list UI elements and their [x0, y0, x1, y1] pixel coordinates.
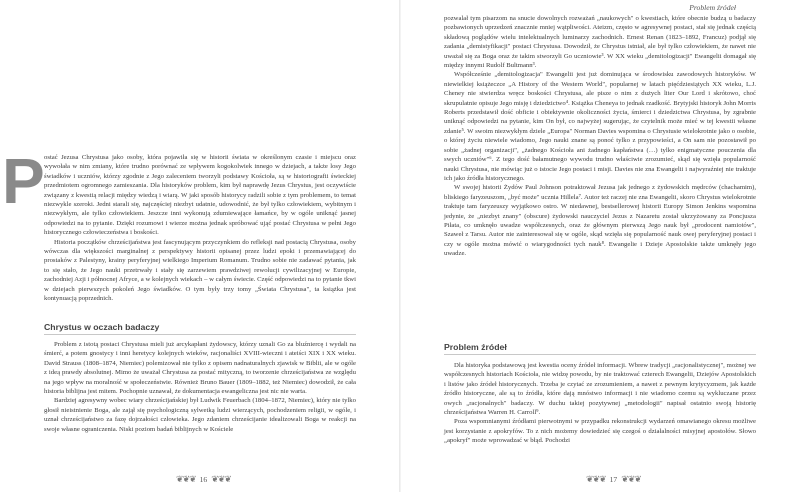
right-paragraph-2: Współcześnie „demitologizacja" Ewangelii jest już dominująca w środowisku zawodowych historyków. W niewielkiej książeczce „A History of the Western World", popularnej w latach pięćdziesiątych XX wieku, L.J. Cheney nie stwierdza wręcz boskości Chrystusa, ale pisze o nim z dużych liter Our Lord i skrótowo, choć skrupulatnie opisuje Jego misję i dziedzictwo⁴. Książka Cheneya to jednak rzadkość. Brytyjski historyk John Morris Roberts przedstawił dość obficie i obiektywnie okoliczności życia, śmierci i dziedzictwa Chrystusa, by zgrabnie uniknąć odpowiedzi na pytanie, kim On był, co najwyżej sugerując, że czytelnik może mieć w tej kwestii własne zdanie⁵. W swoim niezwykłym dziele „Europa" Norman Davies wspomina o Chrystusie wielokrotnie jako o osobie, o której życiu niewiele wiadomo, Jego nauki znane są ponoć tylko z przypowieści, a On sam nie pozostawił po sobie „żadnej organizacji", „żadnego Kościoła ani żadnego kapłaństwa (…) tylko enigmatyczne pouczenia dla swych uczniów"⁶. Z tego dość bałamutnego wywodu trudno właściwie zrozumieć, skąd się wzięła popularność nauki Chrystusa, nie mówiąc już o istocie Jego postaci i misji. Davies nie zna Ewangelii i najwyraźniej nie traktuje ich jako źródła historycznego.: [444, 71, 756, 182]
right-page: [400, 0, 800, 492]
section-rule: [44, 334, 356, 335]
right-paragraph-5: Poza wspomnianymi źródłami pierwotnymi w przypadku rekonstrukcji wydarzeń omawianego okresu możliwe jest korzystanie z apokryfów. To z nich możemy dowiedzieć się czegoś o działalności misyjnej apostołów. Słowo „apokryf" może wprowadzać w błąd. Pochodzi: [444, 418, 756, 445]
section-title-zrodla: Problem źródeł: [444, 342, 507, 352]
paragraph-4: Bardziej agresywny wobec wiary chrześcijańskiej był Ludwik Feuerbach (1804–1872, Niemiec), który nie tylko głosił nieistnienie Boga, ale zajął się psychologiczną sylwetką ludzi wierzących, pochodzeniem religii, w ogóle, i uznał chrześcijaństwo za fazę dojrzałości człowieka. Jego zdaniem chrześcijanie idealizowali Boga w reakcji na swoje własne ograniczenia. Niski poziom badań biblijnych w Kościele: [44, 397, 356, 433]
section-rule-right: [444, 354, 756, 355]
right-text-bottom: [444, 361, 756, 446]
intro-paragraph-1: ostać Jezusa Chrystusa jako osoby, która pojawiła się w historii świata w określonym czasie i miejscu oraz wywołała w nim zmiany, które trudno porównać ze wpływem kogokolwiek innego w dziejach, a także losy Jego świadków i uczniów, którzy zgodnie z Jego zaleceniem tworzyli podstawy Kościoła, są w historiografii świeckiej przedmiotem ogromnego zamieszania. Dla historyków problem, kim był naprawdę Jezus Chrystus, jest oczywiście związany z kwestią relacji między wiedzą i wiarą. W jaki sposób historycy radzili sobie z tym problemem, to temat niezwykle szeroki. Jedni starali się, najczęściej niezbyt udatnie, udowodnić, że był tylko człowiekiem, wybitnym i niezwykłym, ale tylko człowiekiem. Jeszcze inni wykonują zdumiewające łamańce, by w ogóle uniknąć jasnej odpowiedzi na to pytanie. Dzięki rozumowi i wierze można jednak spróbować ująć postać Chrystusa w pełni Jego historycznego człowieczeństwa i boskości.: [44, 154, 356, 237]
section-text-left: [44, 340, 356, 434]
intro-paragraph-2: Historia początków chrześcijaństwa jest fascynującym przyczynkiem do refleksji nad postacią Chrystusa, osoby wówczas dla większości marginalnej z perspektywy historii opisanej przez ludzi epoki i przemawiającej do prostaków z Palestyny, krainy peryferyjnej wielkiego Imperium Romanum. Trudno sobie nie zadawać pytania, jak to się stało, że Jego nauki przetrwały i stały się zarzewiem prawdziwej rewolucji cywilizacyjnej w Europie, zachodniej Azji i północnej Afryce, a w kolejnych wiekach – w całym świecie. Część odpowiedzi na to pytanie tkwi w dziejach pierwszych pokoleń Jego świadków. O tym były trzy tomy „Świata Chrystusa", ta książka jest kontynuacją poprzednich.: [44, 238, 356, 303]
folio-number: 16: [199, 475, 208, 484]
page-number-left: [176, 474, 231, 485]
folio-ornament-right-icon: ❦❦❦: [621, 474, 641, 484]
page-number-right: [586, 474, 641, 485]
drop-cap: P: [2, 145, 45, 217]
folio-number: 17: [609, 475, 618, 484]
folio-ornament-left-icon: ❦❦❦: [176, 474, 196, 484]
section-title-chrystus: Chrystus w oczach badaczy: [44, 322, 160, 332]
running-head: Problem źródeł: [689, 3, 736, 12]
intro-text: [44, 153, 356, 304]
right-paragraph-4: Dla historyka podstawową jest kwestia oceny źródeł informacji. Wbrew tradycji „racjonalistycznej", możnej we współczesnych historiach Kościoła, nie widzę powodu, by nie traktować czterech Ewangelii, Dziejów Apostolskich i listów jako źródeł historycznych. Trzeba je czytać ze zrozumieniem, a nawet z pewnym krytycyzmem, jak każde źródło historyczne, ale są to źródła, które dają mnóstwo informacji i nie wiadomo czemu są wykluczane przez owych „racjonalnych" badaczy. W duchu takiej pozytywnej „metodologii" napisał ostatnio swoją historię chrześcijaństwa Warren H. Carroll⁹.: [444, 362, 756, 417]
paragraph-3: Problem z istotą postaci Chrystusa mieli już arcykapłani żydowscy, którzy uznali Go za bluźniercę i wydali na śmierć, a potem gnostycy i inni heretycy kolejnych wieków, racjonaliści XVIII-wieczni i ateiści XIX i XX wieku. David Strauss (1808–1874, Niemiec) polemizował nie tylko z opisem nadnaturalnych zjawisk w Biblii, ale w ogóle z ideą prawdy absolutnej. Mimo że uważał Chrystusa za postać mityczną, to tworzenie chrześcijaństwa ze względu na jego wpływ na moralność w społeczeństwie. Również Bruno Bauer (1809–1882, też Niemiec) dowodził, że cała historia biblijna jest mitem. Pochopnie uznawał, że dokumentacja ewangeliczna jest nic nie warta.: [44, 341, 356, 396]
folio-ornament-left-icon: ❦❦❦: [586, 474, 606, 484]
right-text-top: [444, 14, 756, 259]
folio-ornament-right-icon: ❦❦❦: [211, 474, 231, 484]
right-paragraph-1: pozwalał tym pisarzom na snucie dowolnych rozważań „naukowych" o kwestiach, które obecnie budzą u badaczy pozbawionych uprzedzeń znacznie mniej wątpliwości. Ateizm, często w agresywnej postaci, stał się jednak częścią składową poglądów wielu intelektualnych luminarzy zachodnich. Ernest Renan (1823–1892, Francuz) podjął się zadania „demistyfikacji" postaci Chrystusa. Dowodził, że Chrystus istniał, ale był tylko człowiekiem, że nawet nie uważał się za Boga oraz że takim stworzyli Go uczniowie³. W XX wieku „demitologizacji" Ewangelii domagał się między innymi Rudolf Bultmann³.: [444, 15, 756, 70]
right-paragraph-3: W swojej historii Żydów Paul Johnson potraktował Jezusa jak jednego z żydowskich mędrców (chachamim), bliskiego faryzeuszom, „być może" ucznia Hillela⁷. Autor też raczej nie zna Ewangelii, skoro Chrystus wielokrotnie traktuje tam faryzeuszy wyjątkowo ostro. W niedawnej, bestsellerowej historii Europy Simon Jenkins wspomina jedynie, że „niezbyt znany" (obscure) żydowski nauczyciel Jezus z Nazaretu został ukrzyżowany za Poncjusza Piłata, co umknęło uwadze współczesnych, oraz że głównym pierwszą Jego nauk był „prodocent namiotów", Szaweł z Tarsu. Autor nie zainteresował się w ogóle, skąd wzięła się popularność nauk owej peryferyjnej postaci i czy w ogóle można mówić o wiarygodności tych nauk⁸. Ewangelie i Dzieje Apostolskie także umknęły jego uwadze.: [444, 184, 756, 258]
